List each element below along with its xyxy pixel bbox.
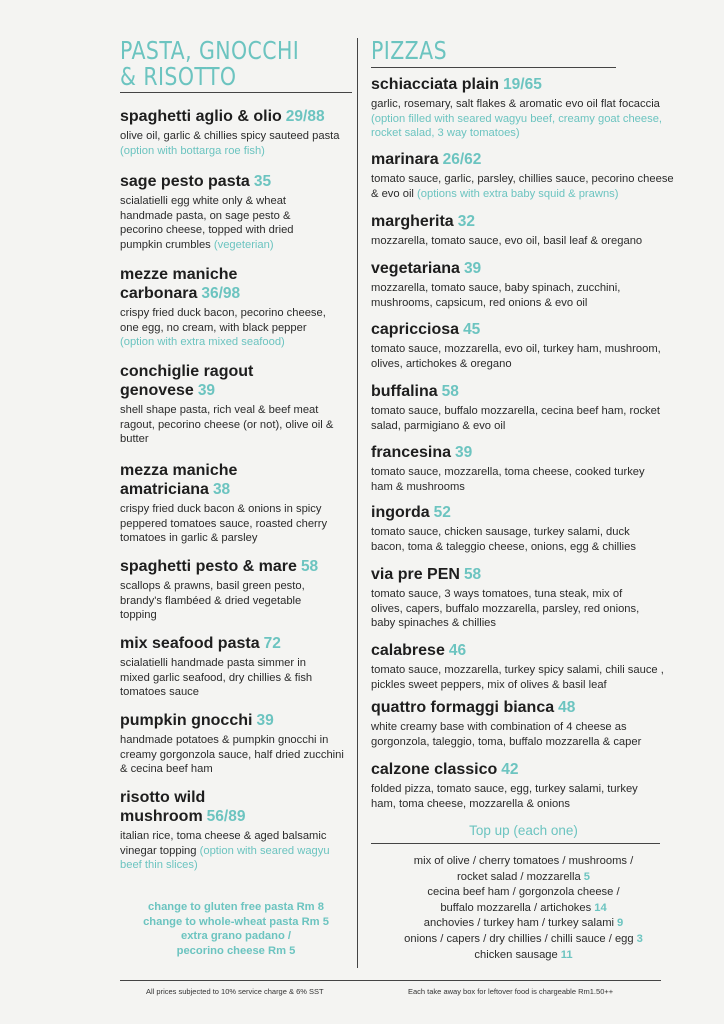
item-name: conchiglie ragout	[120, 363, 254, 380]
pasta-extras	[120, 900, 352, 958]
item-price: 32	[457, 213, 475, 230]
item-option: (option with bottarga roe fish)	[120, 144, 265, 157]
item-name: mix seafood pasta	[120, 635, 260, 652]
item-name: spaghetti aglio & olio	[120, 108, 282, 125]
footer-takeaway: Each take away box for leftover food is chargeable Rm1.50++	[408, 987, 614, 996]
menu-item-pizza	[371, 503, 656, 554]
item-name: spaghetti pesto & mare	[120, 558, 297, 575]
topup-text: cecina beef ham / gorgonzola cheese /	[427, 886, 620, 899]
menu-item-pizza	[371, 641, 676, 692]
menu-item-pizza	[371, 382, 661, 433]
item-price: 45	[463, 321, 481, 338]
pasta-section-title: PASTA, GNOCCHI & RISOTTO	[120, 36, 300, 91]
item-name: quattro formaggi bianca	[371, 699, 555, 716]
topup-line	[371, 854, 676, 870]
topup-line	[371, 901, 676, 917]
item-price: 36/98	[201, 285, 241, 302]
item-name: francesina	[371, 444, 452, 461]
topup-text: rocket salad / mozzarella	[457, 870, 581, 883]
item-price: 72	[263, 635, 281, 652]
topup-title: Top up (each one)	[469, 823, 578, 838]
item-option: (option with extra mixed seafood)	[120, 336, 285, 349]
item-name: marinara	[371, 151, 439, 168]
column-divider	[357, 38, 358, 968]
topup-line	[371, 885, 676, 901]
item-name: vegetariana	[371, 260, 460, 277]
topup-line	[371, 916, 676, 932]
topup-price: 11	[560, 948, 573, 961]
item-desc: folded pizza, tomato sauce, egg, turkey salami, turkey ham, toma cheese, mozzarella & onions	[371, 783, 638, 810]
topup-text: buffalo mozzarella / artichokes	[440, 901, 592, 914]
topup-line	[371, 932, 676, 948]
menu-item-pizza	[371, 320, 676, 371]
topup-line	[371, 870, 676, 886]
item-desc: mozzarella, tomato sauce, baby spinach, zucchini, mushrooms, capsicum, red onions & evo oil	[371, 282, 621, 309]
item-desc: scialatielli handmade pasta simmer in mixed garlic seafood, dry chillies & fish tomatoes sauce	[120, 657, 313, 699]
item-name: sage pesto pasta	[120, 173, 250, 190]
item-price: 38	[212, 481, 231, 498]
item-price: 48	[558, 699, 576, 716]
menu-item-pizza	[371, 565, 656, 631]
menu-item-pizza	[371, 698, 676, 749]
topup-price: 14	[594, 901, 607, 914]
menu-item-pizza	[371, 75, 676, 141]
item-desc: mozzarella, tomato sauce, evo oil, basil leaf & oregano	[371, 235, 643, 247]
topup-text: chicken sausage	[474, 948, 558, 961]
item-option: (option with seared wagyu beef thin slices)	[120, 844, 330, 872]
menu-item-pizza	[371, 259, 671, 310]
item-price: 39	[256, 712, 274, 729]
item-name: mezza maniche	[120, 462, 238, 479]
topup-line	[371, 948, 676, 964]
menu-item-mix-seafood	[120, 634, 335, 700]
item-price: 35	[253, 173, 272, 190]
item-price: 56/89	[206, 808, 246, 825]
item-name: calabrese	[371, 642, 445, 659]
item-desc: tomato sauce, mozzarella, toma cheese, cooked turkey ham & mushrooms	[371, 466, 645, 493]
topup-text: anchovies / turkey ham / turkey salami	[423, 917, 615, 930]
pizzas-title-rule	[371, 67, 616, 68]
item-desc: garlic, rosemary, salt flakes & aromatic evo oil flat focaccia	[371, 98, 660, 110]
item-desc: olive oil, garlic & chillies spicy sauteed pasta	[120, 130, 340, 142]
menu-item-pumpkin-gnocchi	[120, 711, 345, 777]
item-name: mezze maniche	[120, 266, 238, 283]
topup-price: 3	[636, 932, 643, 945]
item-desc: tomato sauce, garlic, parsley, chillies sauce, pecorino cheese & evo oil	[371, 173, 674, 200]
item-price: 46	[448, 642, 467, 659]
topup-price: 5	[583, 870, 590, 883]
item-name: ingorda	[371, 504, 430, 521]
item-desc: italian rice, toma cheese & aged balsamic vinegar topping	[120, 830, 327, 857]
item-price: 19/65	[503, 76, 542, 93]
item-name: risotto wild	[120, 789, 206, 806]
topup-price: 9	[617, 917, 624, 930]
item-name: carbonara	[120, 285, 198, 302]
item-price: 58	[441, 383, 459, 400]
item-name: buffalina	[371, 383, 438, 400]
item-price: 42	[501, 761, 519, 778]
extra-line: extra grano padano /	[180, 930, 292, 943]
menu-item-pizza	[371, 760, 641, 811]
menu-item-pizza	[371, 443, 661, 494]
item-desc: white creamy base with combination of 4 cheese as gorgonzola, taleggio, toma, buffalo mozzarella & caper	[371, 721, 642, 748]
item-name: genovese	[120, 382, 194, 399]
item-desc: tomato sauce, 3 ways tomatoes, tuna steak, mix of olives, capers, buffalo mozzarella, parsley, red onions, baby spinaches & chillies	[371, 588, 640, 630]
item-desc: shell shape pasta, rich veal & beef meat ragout, pecorino cheese (or not), olive oil & butter	[120, 404, 334, 446]
item-price: 39	[197, 382, 216, 399]
item-desc: crispy fried duck bacon & onions in spicy peppered tomatoes sauce, roasted cherry tomatoes in garlic & parsley	[120, 503, 328, 545]
item-name: amatriciana	[120, 481, 209, 498]
item-name: via pre PEN	[371, 566, 460, 583]
item-price: 39	[455, 444, 473, 461]
item-name: mushroom	[120, 808, 203, 825]
footer-service-charge: All prices subjected to 10% service charge & 6% SST	[146, 987, 324, 996]
item-name: pumpkin gnocchi	[120, 712, 253, 729]
item-price: 58	[463, 566, 482, 583]
topup-text: mix of olive / cherry tomatoes / mushrooms /	[413, 855, 634, 867]
menu-item-pesto-mare	[120, 557, 355, 623]
item-price: 39	[463, 260, 482, 277]
item-desc: tomato sauce, buffalo mozzarella, cecina beef ham, rocket salad, parmigiano & evo oil	[371, 405, 660, 432]
item-name: capricciosa	[371, 321, 460, 338]
item-desc: tomato sauce, mozzarella, turkey spicy salami, chili sauce , pickles sweet peppers, mix of olives & basil leaf	[371, 664, 664, 691]
pizzas-section-title: PIZZAS	[371, 36, 448, 65]
topup-text: onions / capers / dry chillies / chilli sauce / egg	[404, 932, 634, 945]
item-price: 52	[433, 504, 451, 521]
menu-item-pizza	[371, 150, 676, 201]
menu-item-conchiglie	[120, 362, 335, 447]
item-desc: tomato sauce, chicken sausage, turkey salami, duck bacon, toma & taleggio cheese, onions, egg & chillies	[371, 526, 636, 553]
extra-line: change to whole-wheat pasta Rm 5	[143, 915, 329, 928]
menu-item-amatriciana	[120, 461, 338, 546]
item-name: margherita	[371, 213, 454, 230]
menu-item-sage-pesto	[120, 172, 310, 252]
item-desc: crispy fried duck bacon, pecorino cheese, one egg, no cream, with black pepper	[120, 307, 326, 334]
item-name: schiacciata plain	[371, 76, 500, 93]
item-price: 58	[300, 558, 319, 575]
item-desc: tomato sauce, mozzarella, evo oil, turkey ham, mushroom, olives, artichokes & oregano	[371, 343, 661, 370]
pasta-title-rule	[120, 92, 352, 93]
menu-item-spaghetti-aglio	[120, 107, 352, 158]
item-name: calzone classico	[371, 761, 498, 778]
menu-item-risotto	[120, 788, 342, 873]
extra-line: pecorino cheese Rm 5	[176, 944, 296, 957]
item-price: 26/62	[442, 151, 482, 168]
footer-rule	[120, 980, 661, 981]
topup-rule	[371, 843, 660, 844]
item-option: (options with extra baby squid & prawns)	[417, 187, 619, 200]
item-desc: scallops & prawns, basil green pesto, brandy's flambéed & dried vegetable topping	[120, 580, 305, 622]
item-price: 29/88	[285, 108, 325, 125]
item-option: (option filled with seared wagyu beef, creamy goat cheese, rocket salad, 3 way tomatoes)	[371, 112, 663, 140]
topup-list	[371, 854, 676, 963]
extra-line: change to gluten free pasta Rm 8	[148, 901, 324, 913]
item-desc: scialatielli egg white only & wheat handmade pasta, on sage pesto & pecorino cheese, topped with dried pumpkin crumbles	[120, 195, 294, 251]
item-desc: handmade potatoes & pumpkin gnocchi in creamy gorgonzola sauce, half dried zucchini & cecina beef ham	[120, 734, 344, 776]
menu-item-pizza	[371, 212, 676, 249]
item-option: (vegeterian)	[213, 238, 274, 251]
menu-item-mezze-carbonara	[120, 265, 335, 350]
